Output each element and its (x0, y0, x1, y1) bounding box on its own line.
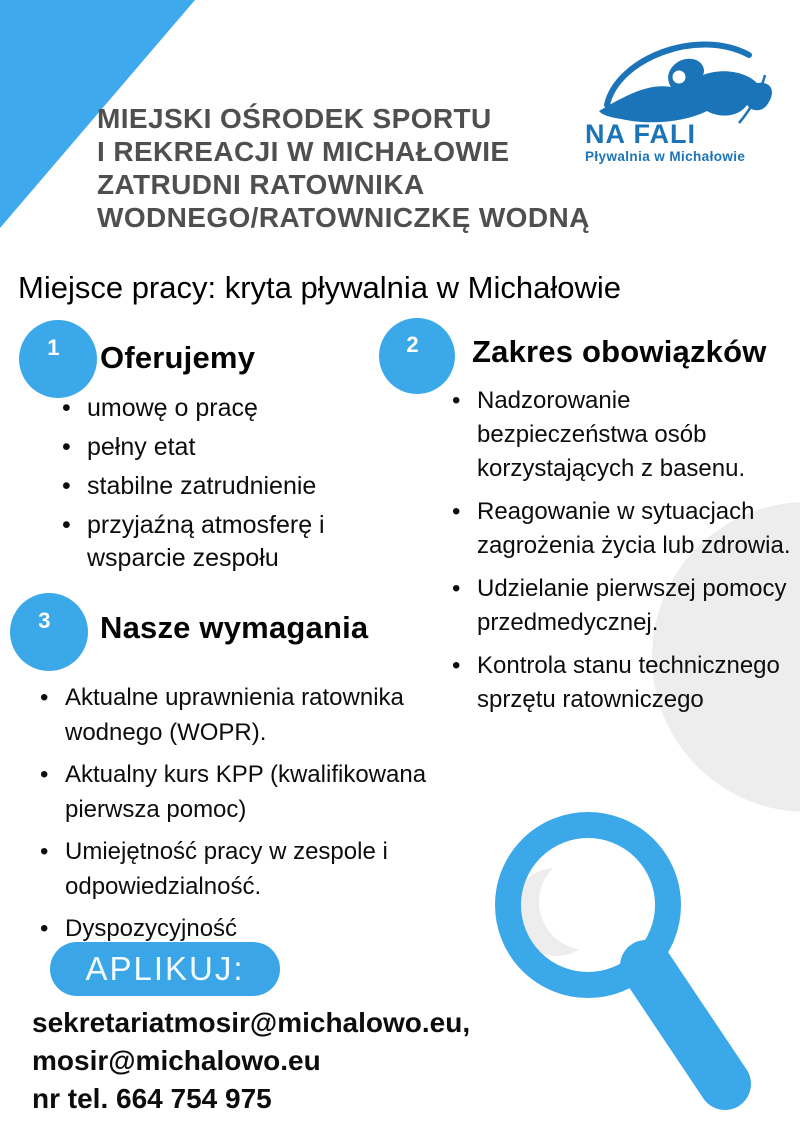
logo (585, 25, 780, 164)
logo-name: NA FALI (585, 119, 696, 149)
list-item: • Reagowanie w sytuacjach zagrożenia życia lub zdrowia. (452, 495, 797, 563)
page-title-line: ZATRUDNI RATOWNIKA (97, 169, 425, 200)
contact-phone: nr tel. 664 754 975 (32, 1083, 272, 1114)
list-item: • Aktualne uprawnienia ratownika wodnego (WOPR). (40, 680, 470, 750)
section-1-list (62, 392, 392, 581)
list-item: • Kontrola stanu technicznego sprzętu ratowniczego (452, 649, 797, 717)
page-title-line: MIEJSKI OŚRODEK SPORTU (97, 103, 492, 134)
contact-block (32, 1004, 470, 1118)
page-title-line: I REKREACJI W MICHAŁOWIE (97, 136, 510, 167)
section-3-list (40, 680, 470, 953)
list-item: • Aktualny kurs KPP (kwalifikowana pierwsza pomoc) (40, 757, 470, 827)
section-1-title: Oferujemy (100, 340, 256, 375)
section-3-title: Nasze wymagania (100, 610, 369, 645)
list-item: • stabilne zatrudnienie (62, 470, 392, 503)
section-2-list (452, 384, 797, 726)
list-item: • Dyspozycyjność (40, 911, 470, 946)
job-location-subtitle: Miejsce pracy: kryta pływalnia w Michałowie (18, 270, 621, 305)
list-item: • Nadzorowanie bezpieczeństwa osób korzystających z basenu. (452, 384, 797, 486)
section-1-number: 1 (47, 335, 60, 361)
section-3-number: 3 (38, 608, 51, 634)
section-2-title: Zakres obowiązków (472, 334, 767, 369)
magnifier-icon (468, 788, 798, 1131)
list-item: • Umiejętność pracy w zespole i odpowiedzialność. (40, 834, 470, 904)
section-2-number: 2 (406, 332, 419, 358)
page-title-line: WODNEGO/RATOWNICZKĘ WODNĄ (97, 202, 590, 233)
section-1-number-badge (19, 320, 97, 398)
contact-email-primary[interactable]: sekretariatmosir@michalowo.eu, (32, 1007, 471, 1038)
section-2-number-badge (379, 318, 455, 394)
section-3-number-badge (10, 593, 88, 671)
list-item: • Udzielanie pierwszej pomocy przedmedycznej. (452, 572, 797, 640)
swimmer-wave-icon (593, 25, 778, 125)
contact-email-secondary[interactable]: mosir@michalowo.eu (32, 1045, 321, 1076)
apply-button[interactable]: APLIKUJ: (50, 942, 280, 996)
logo-tagline: Pływalnia w Michałowie (585, 149, 746, 164)
list-item: • umowę o pracę (62, 392, 392, 425)
list-item: • przyjaźną atmosferę i wsparcie zespołu (62, 509, 392, 575)
list-item: • pełny etat (62, 431, 392, 464)
